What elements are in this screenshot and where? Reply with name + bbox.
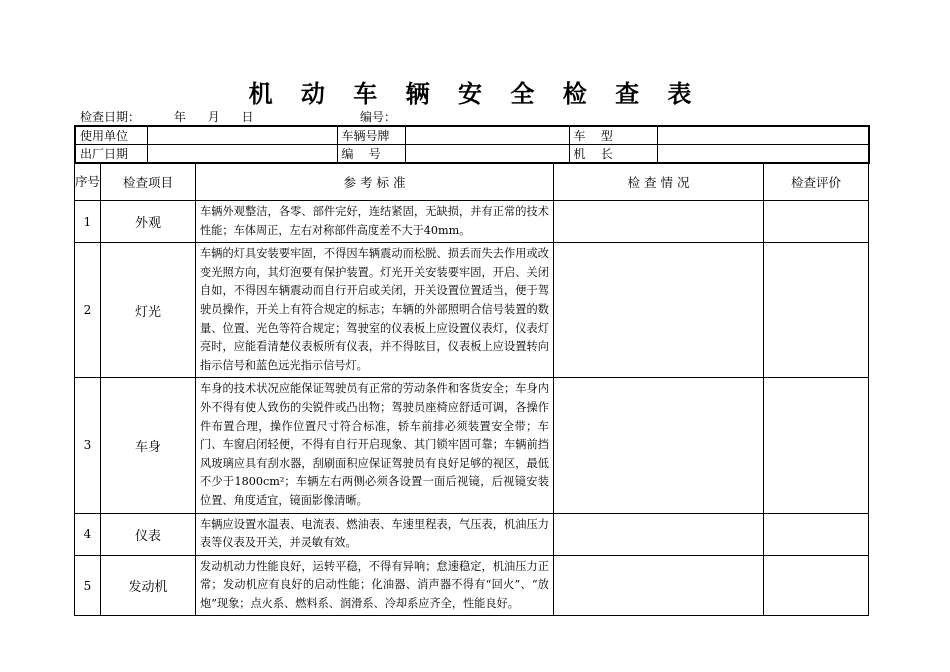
row-item: 灯光 (101, 243, 196, 378)
row-item: 外观 (101, 201, 196, 243)
number-label: 编号： (360, 110, 397, 124)
inspection-table (74, 163, 869, 616)
row-standard: 车辆的灯具安装要牢固，不得因车辆震动而松脱、损丢而失去作用或改变光照方向，其灯泡要有保护装置。灯光开关安装要牢固，开启、关闭自如，不得因车辆震动而自行开启或关闭，开关设置位置适当，便于驾驶员操作，开关上有符合规定的标志；车辆的外部照明合信号装置的数量、位置、光色等符合规定；驾驶室的仪表板上应设置仪表灯，仪表灯亮时，应能看清楚仪表板所有仪表，并不得眩目，仪表板上应设置转向指示信号和蓝色远光指示信号灯。 (196, 243, 554, 378)
header-seq: 序号 (75, 164, 101, 201)
plate-value-cell[interactable] (405, 126, 569, 145)
row-item: 车身 (101, 378, 196, 513)
row-status-cell[interactable] (554, 378, 764, 513)
row-status-cell[interactable] (554, 201, 764, 243)
header-status: 检 查 情 况 (554, 164, 764, 201)
row-status-cell[interactable] (554, 243, 764, 378)
factory-date-label: 出厂日期 (75, 145, 147, 164)
serial-label: 编 号 (337, 145, 405, 164)
table-header-row (75, 164, 869, 201)
row-standard: 车身的技术状况应能保证驾驶员有正常的劳动条件和客货安全；车身内外不得有使人致伤的尖锐件或凸出物；驾驶员座椅应舒适可调，各操作件布置合理，操作位置尺寸符合标准，轿车前排必须装置安全带；车门、车窗启闭轻便，不得有自行开启现象、其门锁牢固可靠；车辆前挡风玻璃应具有刮水器，刮刷面积应保证驾驶员有良好足够的视区，最低不少于1800cm²；车辆左右两侧必须各设置一面后视镜，后视镜安装位置、角度适宜，镜面影像清晰。 (196, 378, 554, 513)
row-number: 5 (75, 555, 101, 616)
row-evaluation-cell[interactable] (764, 243, 869, 378)
row-number: 3 (75, 378, 101, 513)
year-label: 年 (173, 110, 186, 124)
row-evaluation-cell[interactable] (764, 513, 869, 555)
row-number: 1 (75, 201, 101, 243)
row-number: 4 (75, 513, 101, 555)
header-item: 检查项目 (101, 164, 196, 201)
unit-label: 使用单位 (75, 126, 147, 145)
table-row (75, 513, 869, 555)
table-row (75, 555, 869, 616)
serial-value-cell[interactable] (405, 145, 569, 164)
inspection-date-label: 检查日期： (80, 110, 141, 124)
row-evaluation-cell[interactable] (764, 555, 869, 616)
row-status-cell[interactable] (554, 555, 764, 616)
captain-label: 机 长 (569, 145, 657, 164)
header-evaluation: 检查评价 (764, 164, 869, 201)
table-row (75, 201, 869, 243)
table-row (75, 378, 869, 513)
document-title: 机 动 车 辆 安 全 检 查 表 (248, 80, 702, 108)
table-row (75, 243, 869, 378)
day-label: 日 (241, 110, 254, 124)
row-status-cell[interactable] (554, 513, 764, 555)
inspection-date-line (80, 108, 254, 125)
plate-label: 车辆号牌 (337, 126, 405, 145)
row-standard: 车辆外观整洁，各零、部件完好，连结紧固，无缺损，并有正常的技术性能；车体周正，左右对称部件高度差不大于40mm。 (196, 201, 554, 243)
factory-date-value-cell[interactable] (147, 145, 337, 164)
captain-value-cell[interactable] (657, 145, 869, 164)
header-standard: 参 考 标 准 (196, 164, 554, 201)
row-standard: 发动机动力性能良好，运转平稳，不得有异响；怠速稳定，机油压力正常；发动机应有良好的启动性能；化油器、消声器不得有“回火”、“放炮”现象；点火系、燃料系、润滑系、冷却系应齐全，性能良好。 (196, 555, 554, 616)
row-standard: 车辆应设置水温表、电流表、燃油表、车速里程表，气压表，机油压力表等仪表及开关，并灵敏有效。 (196, 513, 554, 555)
row-item: 发动机 (101, 555, 196, 616)
row-evaluation-cell[interactable] (764, 201, 869, 243)
month-label: 月 (207, 110, 220, 124)
vehicle-info-table (74, 125, 870, 164)
row-item: 仪表 (101, 513, 196, 555)
model-label: 车 型 (569, 126, 657, 145)
model-value-cell[interactable] (657, 126, 869, 145)
row-number: 2 (75, 243, 101, 378)
row-evaluation-cell[interactable] (764, 378, 869, 513)
unit-value-cell[interactable] (147, 126, 337, 145)
